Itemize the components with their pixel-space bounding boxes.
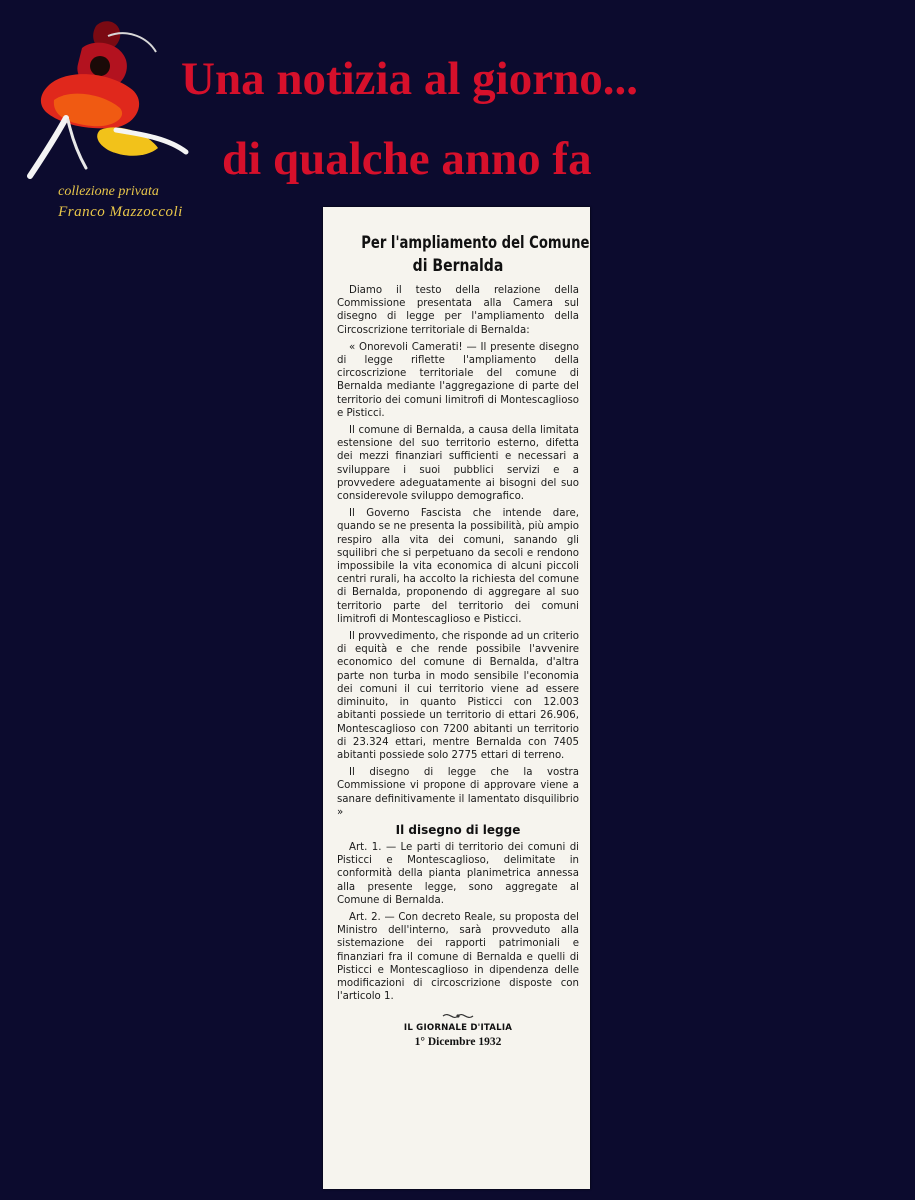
dancer-logo-icon (8, 8, 193, 188)
logo-caption-line1: collezione privata (58, 184, 159, 199)
logo-caption-line2: Franco Mazzoccoli (58, 204, 183, 220)
publication-date: 1° Dicembre 1932 (414, 1036, 502, 1049)
newspaper-clipping (323, 207, 590, 1189)
headline-line1: Una notizia al giorno... (181, 53, 638, 105)
article-paragraph: « Onorevoli Camerati! — Il presente disegno di legge riflette l'ampliamento della circoscrizione territoriale del comune di Bernalda mediante l'aggregazione di parte del territorio dei comuni limitrofi di Montescaglioso e Pisticci. (337, 341, 579, 419)
law-article: Art. 1. — Le parti di territorio dei comuni di Pisticci e Montescaglioso, delimitate in conformità della pianta planimetrica annessa alla presente legge, sono aggregate al Comune di Bernalda. (337, 841, 579, 906)
section-title: Il disegno di legge (395, 822, 521, 837)
article-paragraph: Il comune di Bernalda, a causa della limitata estensione del suo territorio esterno, difetta dei mezzi finanziari sufficienti e necessari a sviluppare i suoi pubblici servizi e a provvedere adeguatamente ai bisogni del suo considerevole sviluppo demografico. (337, 425, 579, 503)
collection-logo (8, 8, 193, 223)
article-paragraph: Il provvedimento, che risponde ad un criterio di equità e che rende possibile l'avvenire economico del comune di Bernalda, d'altra parte non turba in modo sensibile l'economia dei comuni il cui territorio viene ad essere diminuito, in quanto Pisticci con 12.003 abitanti possiede un territorio di ettari 26.906, Montescaglioso con 7200 abitanti un territorio di 23.324 ettari, mentre Bernalda con 7405 abitanti possiede solo 2775 ettari di terreno. (337, 631, 579, 761)
headline-line2: di qualche anno fa (222, 133, 592, 185)
article-intro: Diamo il testo della relazione della Commissione presentata alla Camera sul disegno di legge per l'ampliamento della Circoscrizione territoriale di Bernalda: (337, 285, 579, 336)
newspaper-source: IL GIORNALE D'ITALIA (403, 1023, 513, 1034)
article-paragraph: Il disegno di legge che la vostra Commissione vi propone di approvare viene a sanare definitivamente il lamentato disquilibrio » (337, 767, 579, 818)
ornament-icon (441, 1011, 475, 1021)
article-paragraph: Il Governo Fascista che intende dare, quando se ne presenta la possibilità, più ampio respiro alla vita dei comuni, sanando gli squilibri che si perpetuano da secoli e rendono impossibile la vita economica di alcuni piccoli centri rurali, ha accolto la richiesta del comune di Bernalda, proponendo di aggregare al suo territorio parte del territorio dei comuni limitrofi di Montescaglioso e Pisticci. (337, 508, 579, 625)
article-subtitle: di Bernalda (412, 256, 504, 275)
article-title: Per l'ampliamento del Comune (361, 233, 590, 252)
law-article: Art. 2. — Con decreto Reale, su proposta del Ministro dell'interno, sarà provveduto alla sistemazione dei rapporti patrimoniali e finanziari fra il comune di Bernalda e quelli di Pisticci e Montescaglioso in dipendenza delle modificazioni di circoscrizione disposte con l'articolo 1. (337, 911, 579, 1003)
